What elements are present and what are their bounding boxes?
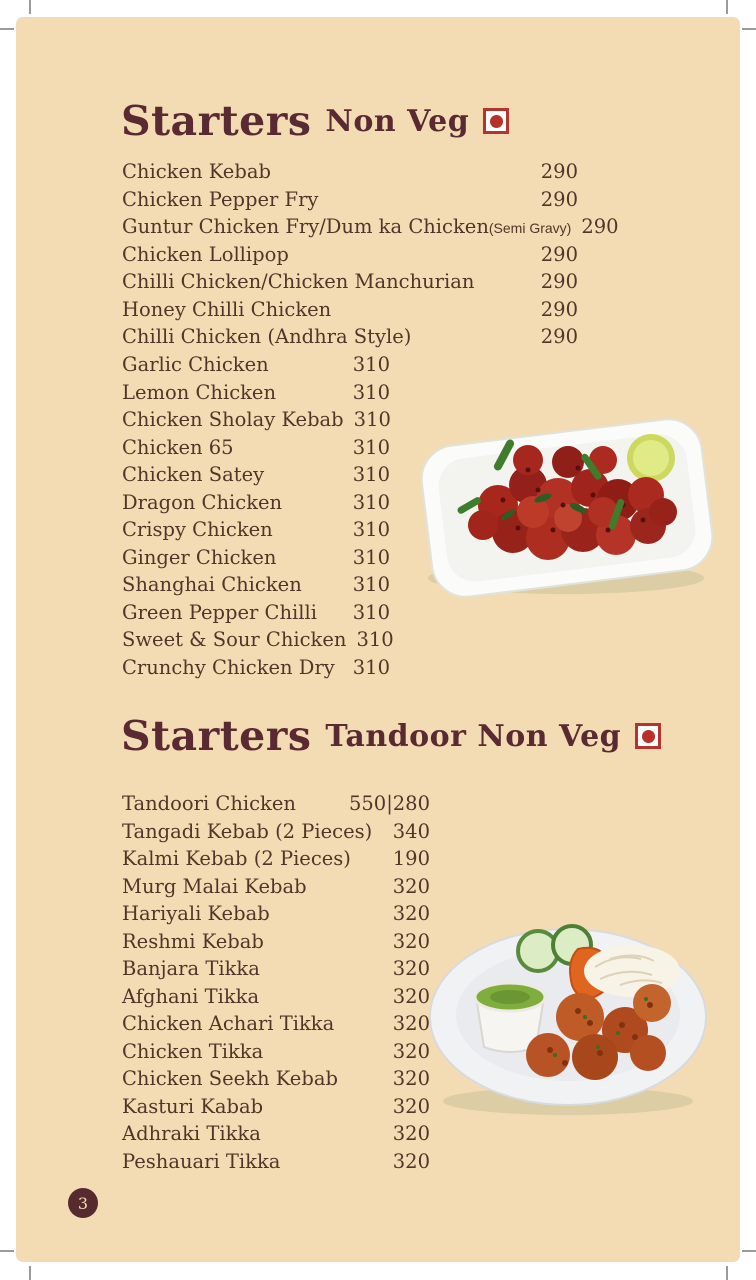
dish-name: Garlic Chicken <box>122 353 269 376</box>
crop-mark <box>0 28 14 30</box>
dish-price: 290 <box>540 270 578 293</box>
dish-name: Chicken Achari Tikka <box>122 1012 335 1035</box>
menu-item-row <box>122 406 390 434</box>
menu-item-row <box>122 1093 430 1121</box>
dish-price: 320 <box>392 1039 430 1063</box>
menu-item-row <box>122 818 430 846</box>
dish-name: Green Pepper Chilli <box>122 600 317 624</box>
dish-price: 310 <box>352 600 390 624</box>
crop-mark <box>742 1250 756 1252</box>
menu-item-row <box>122 955 430 983</box>
menu-item-row <box>122 268 578 296</box>
dish-price: 290 <box>540 325 578 348</box>
dish-name: Sweet & Sour Chicken <box>122 628 347 651</box>
dish-name: Peshauari Tikka <box>122 1149 281 1173</box>
menu-item-row <box>122 983 430 1011</box>
dish-name: Chicken Tikka <box>122 1039 264 1063</box>
dish-name: Crunchy Chicken Dry <box>122 655 335 679</box>
heading-main-text: Starters <box>121 97 312 145</box>
menu-item-row <box>122 379 390 407</box>
dish-price: 320 <box>392 957 430 980</box>
starters-non-veg-list-290 <box>122 158 619 351</box>
crop-mark <box>29 1266 31 1280</box>
dish-name: Chicken Seekh Kebab <box>122 1067 338 1090</box>
menu-item-row <box>122 461 390 489</box>
dish-name: Kalmi Kebab (2 Pieces) <box>122 847 351 870</box>
heading-sub-text: Tandoor Non Veg <box>325 718 622 754</box>
dish-price: 290 <box>540 160 578 183</box>
menu-item-row <box>122 158 578 186</box>
menu-item-row <box>122 351 390 379</box>
menu-item-row <box>122 571 390 599</box>
heading-sub-text: Non Veg <box>325 103 470 139</box>
dish-note: (Semi Gravy) <box>488 220 572 236</box>
dish-name: Banjara Tikka <box>122 957 260 980</box>
dish-name: Shanghai Chicken <box>122 573 302 596</box>
dish-price: 320 <box>392 929 430 953</box>
dish-name: Reshmi Kebab <box>122 929 264 953</box>
crop-mark <box>726 0 728 14</box>
menu-item-row <box>122 1120 430 1148</box>
menu-item-row <box>122 434 390 462</box>
dish-name: Guntur Chicken Fry/Dum ka Chicken <box>122 215 489 238</box>
crop-mark <box>742 28 756 30</box>
dish-price: 190 <box>392 847 430 870</box>
dish-price: 320 <box>392 1094 430 1118</box>
menu-item-row <box>122 489 390 517</box>
menu-item-row <box>122 928 430 956</box>
dish-name: Honey Chilli Chicken <box>122 297 332 321</box>
dish-price: 310 <box>352 435 390 459</box>
dish-name: Ginger Chicken <box>122 545 277 569</box>
dish-price: 310 <box>352 518 390 541</box>
menu-item-row <box>122 900 430 928</box>
dish-price: 290 <box>540 242 578 266</box>
dish-price: 320 <box>392 1122 430 1145</box>
dish-name: Tandoori Chicken <box>122 792 296 815</box>
dish-price: 550|280 <box>348 792 430 815</box>
menu-item-row <box>122 516 390 544</box>
section-heading-starters-tandoor-non-veg <box>121 712 661 760</box>
dish-name: Tangadi Kebab (2 Pieces) <box>122 819 373 843</box>
dish-name: Chicken Pepper Fry <box>122 187 319 211</box>
menu-item-row <box>122 241 578 269</box>
dish-price: 320 <box>392 1067 430 1090</box>
dish-name: Chicken Sholay Kebab <box>122 408 344 431</box>
starters-tandoor-non-veg-list <box>122 790 430 1175</box>
starters-non-veg-list-310 <box>122 351 394 681</box>
dish-price: 310 <box>352 655 390 679</box>
dish-name: Chicken 65 <box>122 435 234 459</box>
menu-item-row <box>122 544 390 572</box>
dish-price: 310 <box>352 545 390 569</box>
dish-price: 320 <box>392 1149 430 1173</box>
dish-price: 310 <box>352 380 390 404</box>
crop-mark <box>726 1266 728 1280</box>
non-veg-icon <box>483 108 509 134</box>
menu-item-row <box>122 1148 430 1176</box>
dish-name: Chicken Satey <box>122 463 265 486</box>
menu-item-row <box>122 296 578 324</box>
crop-mark <box>29 0 31 14</box>
section-heading-starters-non-veg <box>121 97 509 145</box>
dish-price: 320 <box>392 1012 430 1035</box>
dish-name: Chilli Chicken (Andhra Style) <box>122 325 412 348</box>
dish-name: Kasturi Kabab <box>122 1094 264 1118</box>
dish-price: 310 <box>352 353 390 376</box>
dish-price: 320 <box>392 902 430 925</box>
dish-name: Crispy Chicken <box>122 518 273 541</box>
menu-item-row <box>122 1010 430 1038</box>
menu-item-row <box>122 213 619 241</box>
dish-price: 290 <box>540 297 578 321</box>
dish-price: 320 <box>392 874 430 898</box>
dish-name: Chicken Lollipop <box>122 242 289 266</box>
menu-item-row <box>122 790 430 818</box>
dish-name: Chilli Chicken/Chicken Manchurian <box>122 270 475 293</box>
menu-item-row <box>122 654 390 682</box>
tandoori-kebab-photo <box>420 905 715 1125</box>
dish-price: 310 <box>356 628 394 651</box>
menu-item-row <box>122 1038 430 1066</box>
dish-name: Afghani Tikka <box>122 984 260 1008</box>
dish-name: Lemon Chicken <box>122 380 277 404</box>
dish-name: Chicken Kebab <box>122 160 271 183</box>
dish-name: Hariyali Kebab <box>122 902 270 925</box>
menu-item-row <box>122 845 430 873</box>
dish-price: 310 <box>352 490 390 514</box>
dish-price: 290 <box>540 187 578 211</box>
dish-price: 310 <box>353 408 391 431</box>
dish-price: 340 <box>392 819 430 843</box>
dish-price: 310 <box>352 573 390 596</box>
menu-item-row <box>122 186 578 214</box>
crop-mark <box>0 1250 14 1252</box>
menu-item-row <box>122 1065 430 1093</box>
menu-item-row <box>122 323 578 351</box>
chilli-chicken-photo <box>408 400 723 615</box>
dish-price: 320 <box>392 984 430 1008</box>
page-number-badge <box>68 1188 98 1218</box>
menu-item-row <box>122 873 430 901</box>
heading-main-text: Starters <box>121 712 312 760</box>
dish-name: Murg Malai Kebab <box>122 874 307 898</box>
dish-name: Adhraki Tikka <box>122 1122 261 1145</box>
dish-name: Dragon Chicken <box>122 490 283 514</box>
dish-price: 290 <box>581 215 619 238</box>
page-number: 3 <box>77 1193 89 1213</box>
dish-price: 310 <box>352 463 390 486</box>
non-veg-icon <box>635 723 661 749</box>
menu-item-row <box>122 599 390 627</box>
menu-item-row <box>122 626 394 654</box>
